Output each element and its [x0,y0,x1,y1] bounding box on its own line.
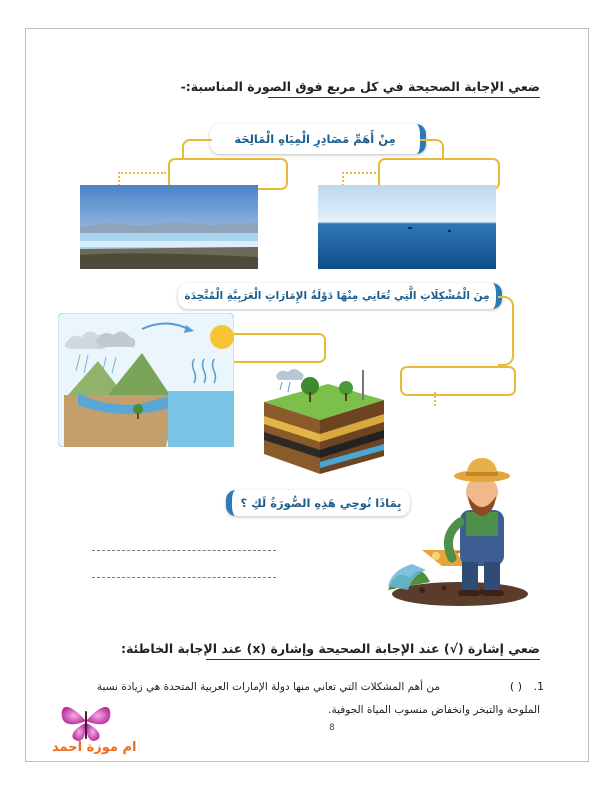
dotted-link-1-v [118,172,120,186]
answer-line-1[interactable] [92,550,276,551]
pill-what-does-image-suggest: بِمَاذَا تُوحِي هَذِهِ الصُّورَةُ لَكِ ؟ [226,490,410,516]
answer-box-3[interactable] [220,333,326,363]
page-marker: 8 [329,723,335,733]
dotted-link-2 [342,172,376,174]
groundwater-layers-image [258,366,388,478]
section2-title: ضعي إشارة (√) عند الإجابة الصحيحة وإشارة (x) عند الإجابة الخاطئة: [120,641,540,656]
water-cycle-image [58,313,234,447]
pill-uae-problems: مِنَ الْمُشْكِلَاتِ الَّتِي تُعَانِي مِنْهَا دَوْلَةُ الإِمَارَاتِ الْعَرَبِيَّةِ الْمُتَّحِدَة [178,283,502,309]
section1-underline [268,97,540,98]
logo-text: ام موزة احمد [52,740,137,755]
farmer-watering-image [382,452,532,612]
question1-number: 1. [533,680,544,693]
question1-line2: الملوحة والتبخر وانخفاض منسوب المياة الجوفية. [328,704,540,716]
sea-image [318,185,496,269]
pill-salt-water-sources: مِنْ أَهَمِّ مَصَادِرِ الْمِيَاهِ الْمَالِحَة [210,124,426,154]
section1-title: ضعي الإجابة الصحيحة في كل مربع فوق الصورة المناسبة:- [180,79,540,94]
section2-underline [206,659,540,660]
question1-line1: من أهم المشكلات التي تعاني منها دولة الإمارات العربية المتحدة هي زيادة نسبة [96,681,440,693]
salt-lake-image [80,185,258,269]
dotted-link-1 [118,172,166,174]
connector-pill2 [498,296,514,366]
dotted-link-4 [434,392,436,406]
question1-answer-bracket[interactable]: ( ) [509,680,522,693]
butterfly-logo-icon [58,699,114,743]
answer-box-4[interactable] [400,366,516,396]
answer-line-2[interactable] [92,577,276,578]
dotted-link-2-v [342,172,344,186]
